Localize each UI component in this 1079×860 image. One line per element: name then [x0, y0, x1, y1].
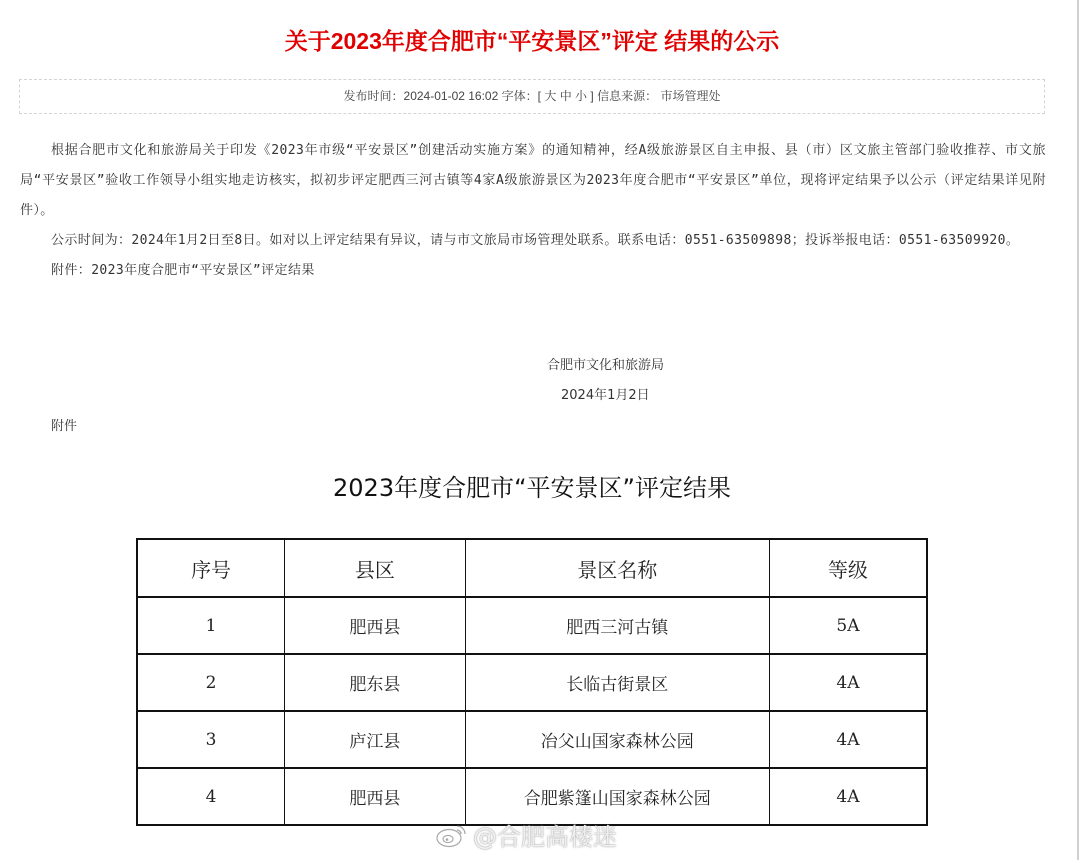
cell-scenic-name: 合肥紫篷山国家森林公园: [465, 768, 769, 825]
header-county: 县区: [285, 539, 466, 597]
signature-date: 2024年1月2日: [561, 388, 650, 403]
font-size-large-link[interactable]: 大: [544, 89, 557, 103]
body-paragraph-attachment-ref: 附件：2023年度合肥市“平安景区”评定结果: [51, 263, 315, 278]
header-seq: 序号: [137, 539, 285, 597]
results-table: [136, 538, 928, 826]
cell-county: 肥西县: [285, 768, 466, 825]
header-grade: 等级: [769, 539, 927, 597]
cell-scenic-name: 冶父山国家森林公园: [465, 711, 769, 768]
cell-seq: 3: [137, 711, 285, 768]
publish-time-label: 发布时间：: [343, 89, 404, 103]
attachment-label: 附件: [51, 419, 78, 434]
cell-county: 肥西县: [285, 597, 466, 654]
cell-scenic-name: 肥西三河古镇: [465, 597, 769, 654]
attachment-title: 2023年度合肥市“平安景区”评定结果: [333, 474, 731, 502]
article-meta-bar: [19, 79, 1045, 114]
cell-county: 肥东县: [285, 654, 466, 711]
font-size-open-bracket: [: [537, 89, 541, 103]
page-title: 关于2023年度合肥市“平安景区”评定 结果的公示: [284, 28, 780, 54]
font-size-close-bracket: ]: [590, 89, 594, 103]
info-source-value: 市场管理处: [660, 89, 721, 103]
table-row: [137, 597, 927, 654]
article-body: [20, 136, 1046, 286]
cell-county: 庐江县: [285, 711, 466, 768]
cell-seq: 4: [137, 768, 285, 825]
body-paragraph-notice-period: 公示时间为：2024年1月2日至8日。如对以上评定结果有异议，请与市文旅局市场管理处联系。联系电话：0551-63509898；投诉举报电话：0551-63509920。: [51, 233, 1020, 248]
cell-seq: 1: [137, 597, 285, 654]
cell-grade: 4A: [769, 711, 927, 768]
table-row: [137, 654, 927, 711]
cell-seq: 2: [137, 654, 285, 711]
signature-organization: 合肥市文化和旅游局: [547, 358, 665, 373]
cell-grade: 4A: [769, 768, 927, 825]
table-header-row: [137, 539, 927, 597]
body-paragraph-intro: 根据合肥市文化和旅游局关于印发《2023年市级“平安景区”创建活动实施方案》的通知精神，经A级旅游景区自主申报、县（市）区文旅主管部门验收推荐、市文旅局“平安景区”验收工作领导小组实地走访核实，拟初步评定肥西三河古镇等4家A级旅游景区为2023年度合肥市“平安景区”单位，现将评定结果予以公示（评定结果详见附件）。: [20, 143, 1046, 218]
weibo-icon: [435, 822, 469, 848]
font-size-small-link[interactable]: 小: [575, 89, 588, 103]
font-size-label: 字体：: [501, 89, 538, 103]
cell-scenic-name: 长临古街景区: [465, 654, 769, 711]
cell-grade: 4A: [769, 654, 927, 711]
font-size-medium-link[interactable]: 中: [559, 89, 572, 103]
publish-time-value: 2024-01-02 16:02: [403, 89, 499, 103]
watermark-text: @合肥高楼迷: [473, 823, 617, 851]
header-scenic-name: 景区名称: [465, 539, 769, 597]
watermark: [435, 817, 617, 852]
cell-grade: 5A: [769, 597, 927, 654]
info-source-label: 信息来源：: [597, 89, 658, 103]
table-row: [137, 711, 927, 768]
